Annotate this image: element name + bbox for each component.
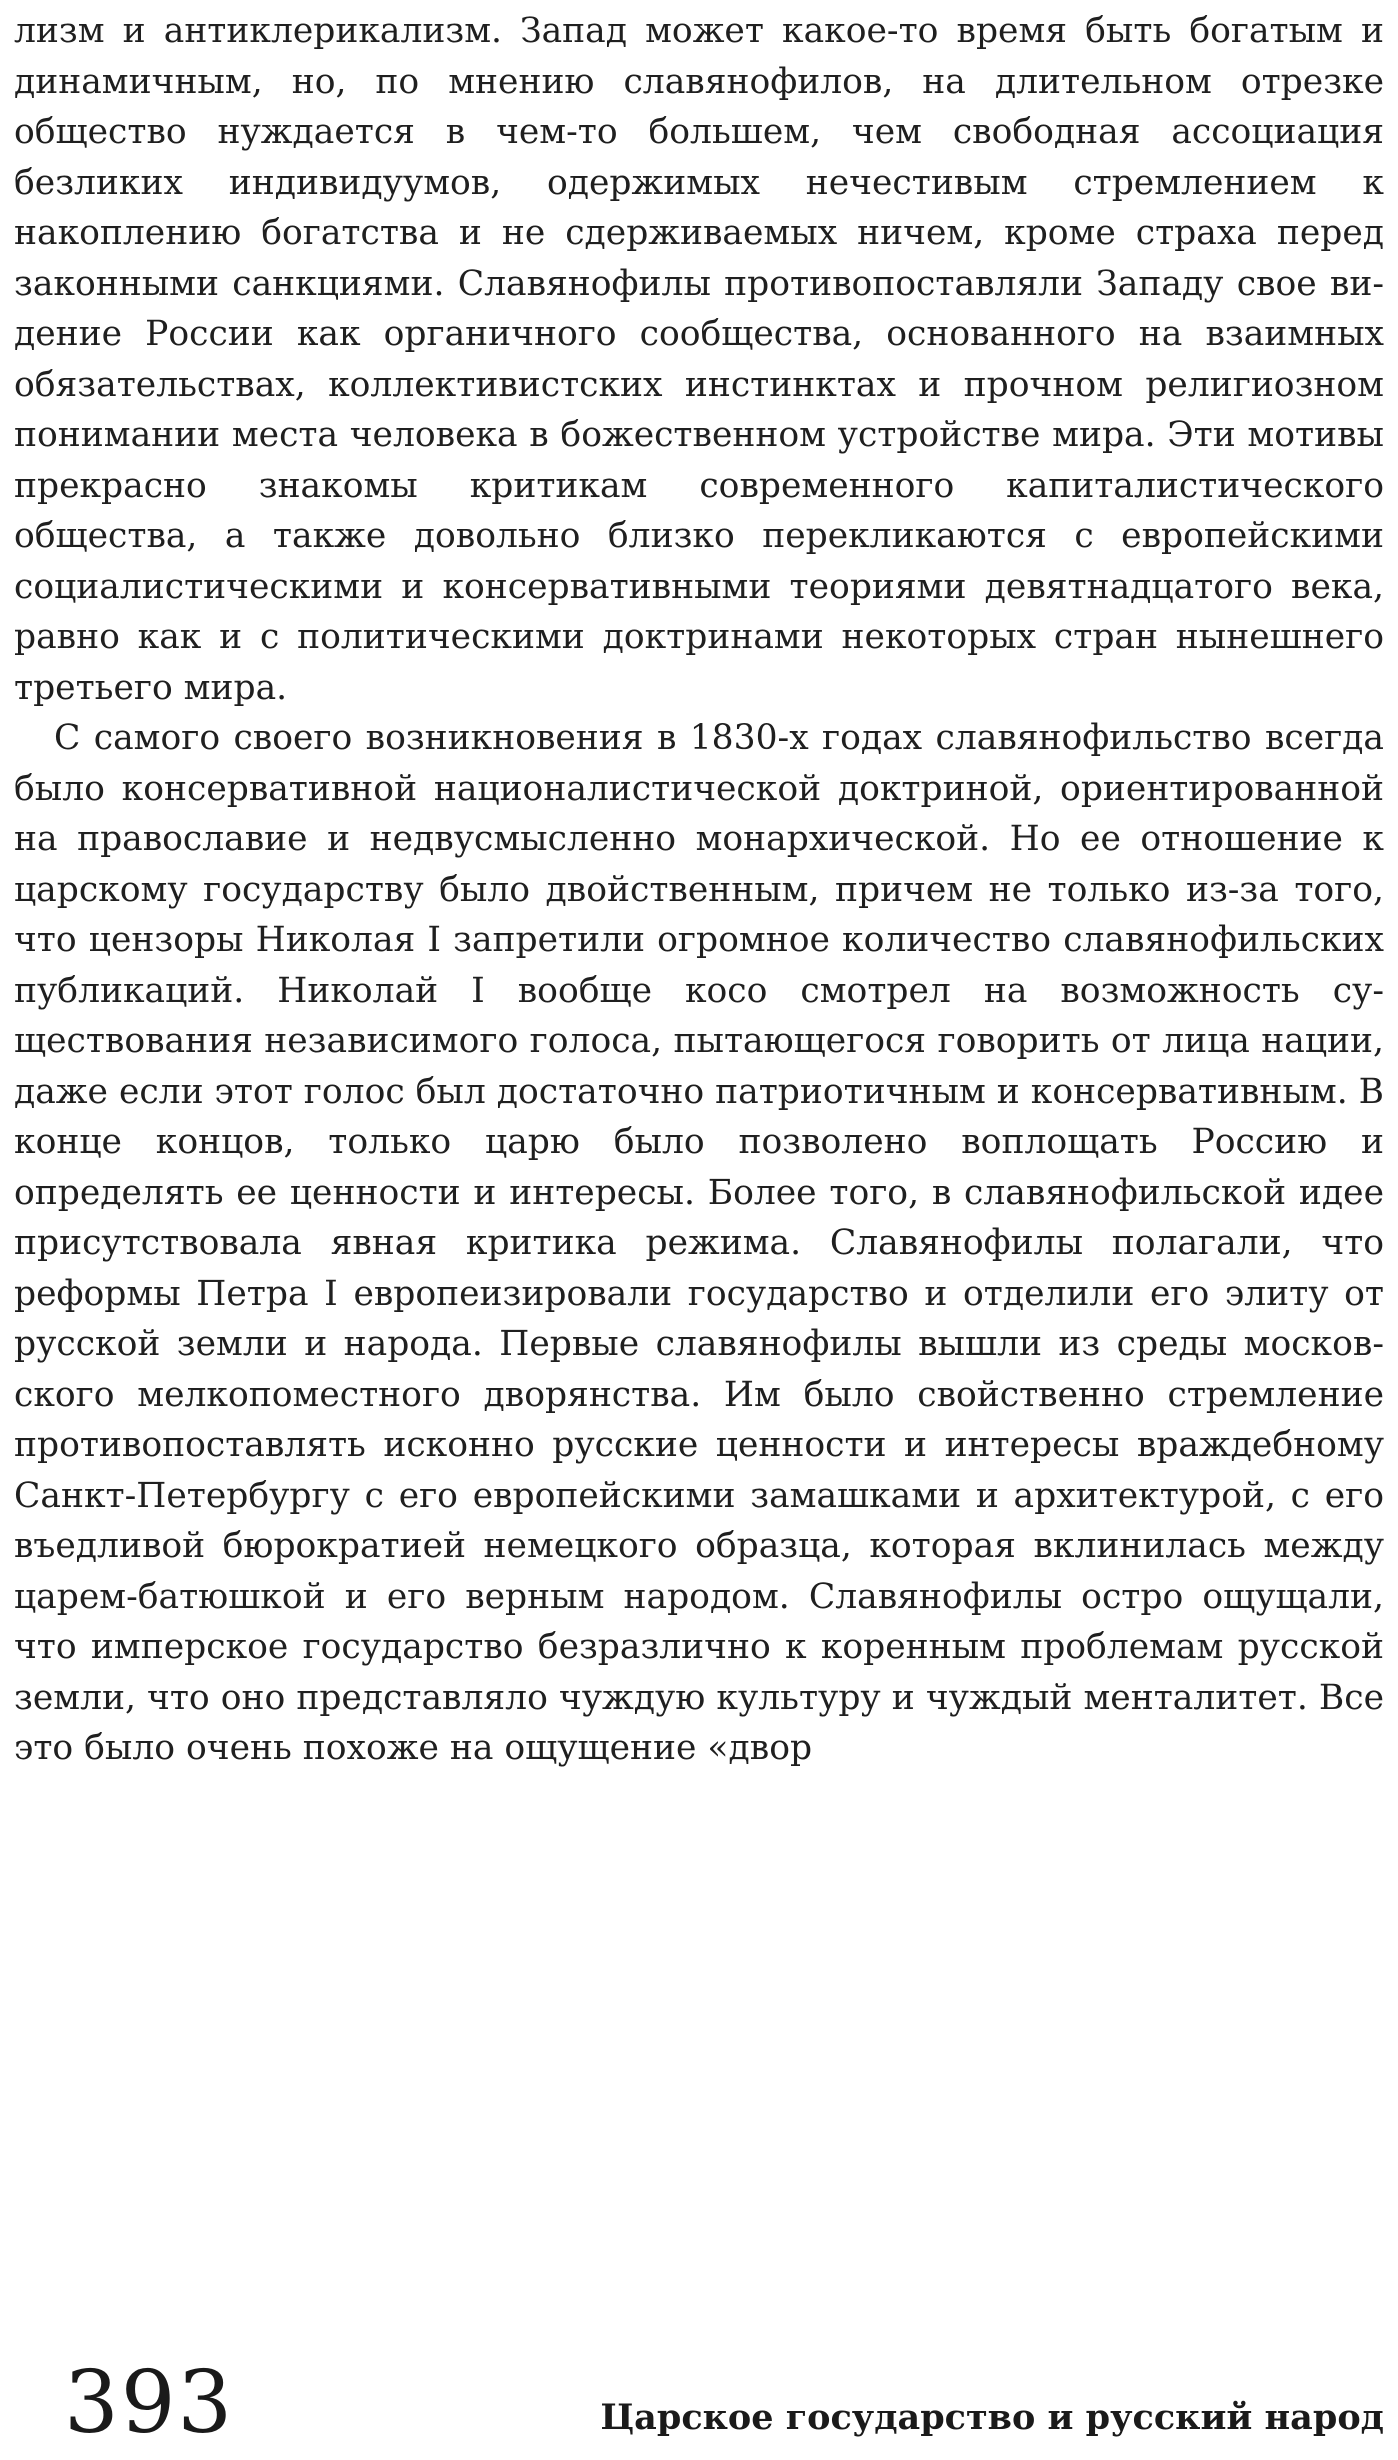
body-paragraph-continued: лизм и антиклерикализм. Запад может какое-то время быть богатым и динамичным, но, по мнению славянофилов, на длительном отрезке общество нуждается в чем-то большем, чем свободная ассоциация безликих индивидуумов, одержимых нечестивым стремлением к накоплению богатства и не сдерживаемых ничем, кроме страха перед законными санкциями. Славянофилы противопоставляли Западу свое видение России как органичного сообщества, основанного на взаимных обязательствах, коллективистских инстинктах и прочном религиозном понимании места человека в божественном устройстве мира. Эти мотивы прекрасно знакомы критикам современного капиталистического общества, а также довольно близко перекликаются с европейскими социалистическими и консервативными теориями девятнадцатого века, равно как и с политическими доктринами некоторых стран нынешнего третьего мира. (14, 11, 1384, 708)
page-footer (14, 2340, 1384, 2453)
page-number: 393 (64, 2353, 235, 2453)
page-body (14, 6, 1384, 1774)
body-paragraph-slavophilism: С самого своего возникновения в 1830-х годах славянофильство всегда было консервативной националистической доктриной, ориентированной на православие и недвусмысленно монархической. Но ее отношение к царскому государству было двойственным, причем не только из-за того, что цензоры Николая I запретили огромное количество славянофильских публикаций. Николай I вообще косо смотрел на возможность существования независимого голоса, пытающегося говорить от лица нации, даже если этот голос был достаточно патриотичным и консервативным. В конце концов, только царю было позволено воплощать Россию и определять ее ценности и интересы. Более того, в славянофильской идее присутствовала явная критика режима. Славянофилы полагали, что реформы Петра I европеизировали государство и отделили его элиту от русской земли и народа. Первые славянофилы вышли из среды московского мелкопоместного дворянства. Им было свойственно стремление противопоставлять исконно русские ценности и интересы враждебному Санкт-Петербургу с его европейскими замашками и архитектурой, с его въедливой бюрократией немецкого образца, которая вклинилась между царем-батюшкой и его верным народом. Славянофилы остро ощущали, что имперское государство безразлично к коренным проблемам русской земли, что оно представляло чуждую культуру и чуждый менталитет. Все это было очень похоже на ощущение «двор (14, 718, 1384, 1768)
running-title: Царское государство и русский народ (600, 2397, 1384, 2438)
